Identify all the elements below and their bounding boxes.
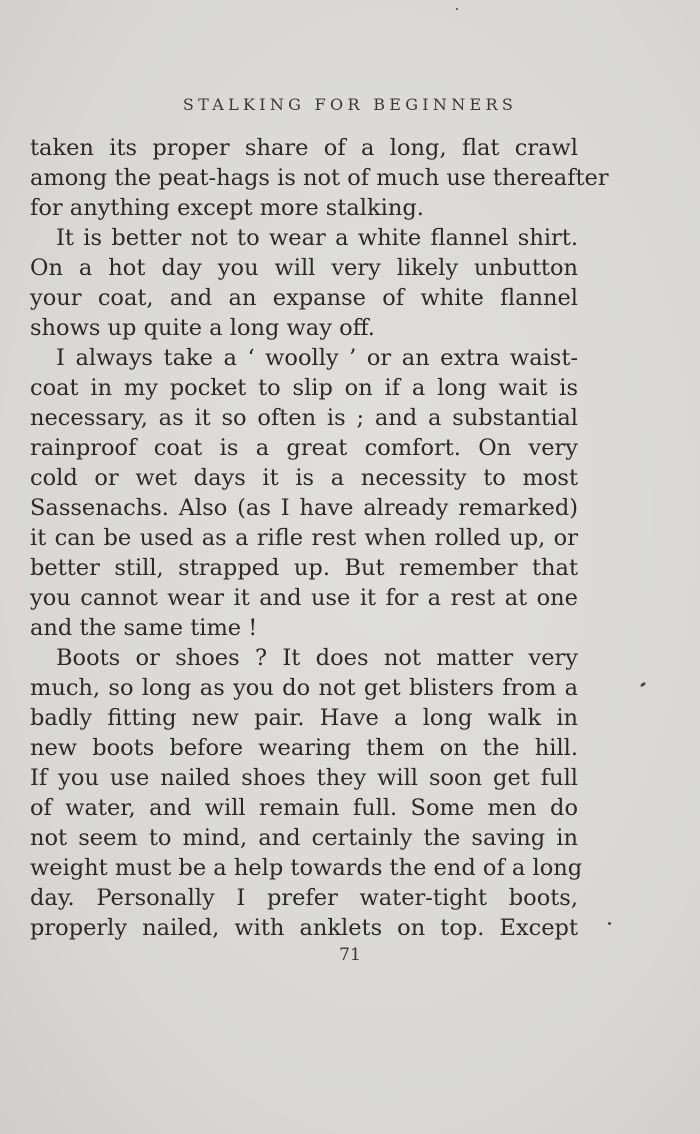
running-head: STALKING FOR BEGINNERS — [182, 95, 518, 114]
text-line: cold or wet days it is a necessity to most — [30, 465, 578, 491]
text-line: Sassenachs. Also (as I have already remarked) — [30, 495, 578, 521]
text-line: day. Personally I prefer water-tight boots, — [30, 885, 578, 911]
page-number: 71 — [339, 945, 361, 965]
text-line: It is better not to wear a white flannel shirt. — [56, 225, 578, 251]
text-line: not seem to mind, and certainly the saving in — [30, 825, 578, 851]
text-line: shows up quite a long way off. — [30, 315, 375, 341]
text-line: weight must be a help towards the end of a long — [30, 855, 583, 881]
text-line: necessary, as it so often is ; and a substantial — [30, 405, 578, 431]
text-line: new boots before wearing them on the hill. — [30, 735, 578, 761]
text-line: badly fitting new pair. Have a long walk in — [30, 705, 578, 731]
text-line: On a hot day you will very likely unbutton — [30, 255, 578, 281]
ink-speck — [608, 922, 611, 925]
text-line: for anything except more stalking. — [30, 195, 424, 221]
text-line: If you use nailed shoes they will soon get full — [30, 765, 578, 791]
text-line: I always take a ‘ woolly ’ or an extra waist- — [56, 345, 578, 371]
text-line: among the peat-hags is not of much use thereafter — [30, 165, 609, 191]
text-line: properly nailed, with anklets on top. Except — [30, 915, 578, 941]
text-line: taken its proper share of a long, flat crawl — [30, 135, 578, 161]
text-line: of water, and will remain full. Some men do — [30, 795, 578, 821]
text-line: Boots or shoes ? It does not matter very — [56, 645, 578, 671]
text-line: better still, strapped up. But remember that — [30, 555, 578, 581]
text-line: it can be used as a rifle rest when rolled up, or — [30, 525, 578, 551]
text-line: much, so long as you do not get blisters from a — [30, 675, 578, 701]
ink-speck — [640, 682, 647, 688]
ink-speck — [456, 8, 458, 10]
text-line: coat in my pocket to slip on if a long wait is — [30, 375, 578, 401]
text-line: rainproof coat is a great comfort. On very — [30, 435, 578, 461]
text-line: you cannot wear it and use it for a rest at one — [30, 585, 578, 611]
body-text — [30, 133, 609, 943]
text-line: your coat, and an expanse of white flannel — [30, 285, 578, 311]
text-line: and the same time ! — [30, 615, 258, 641]
